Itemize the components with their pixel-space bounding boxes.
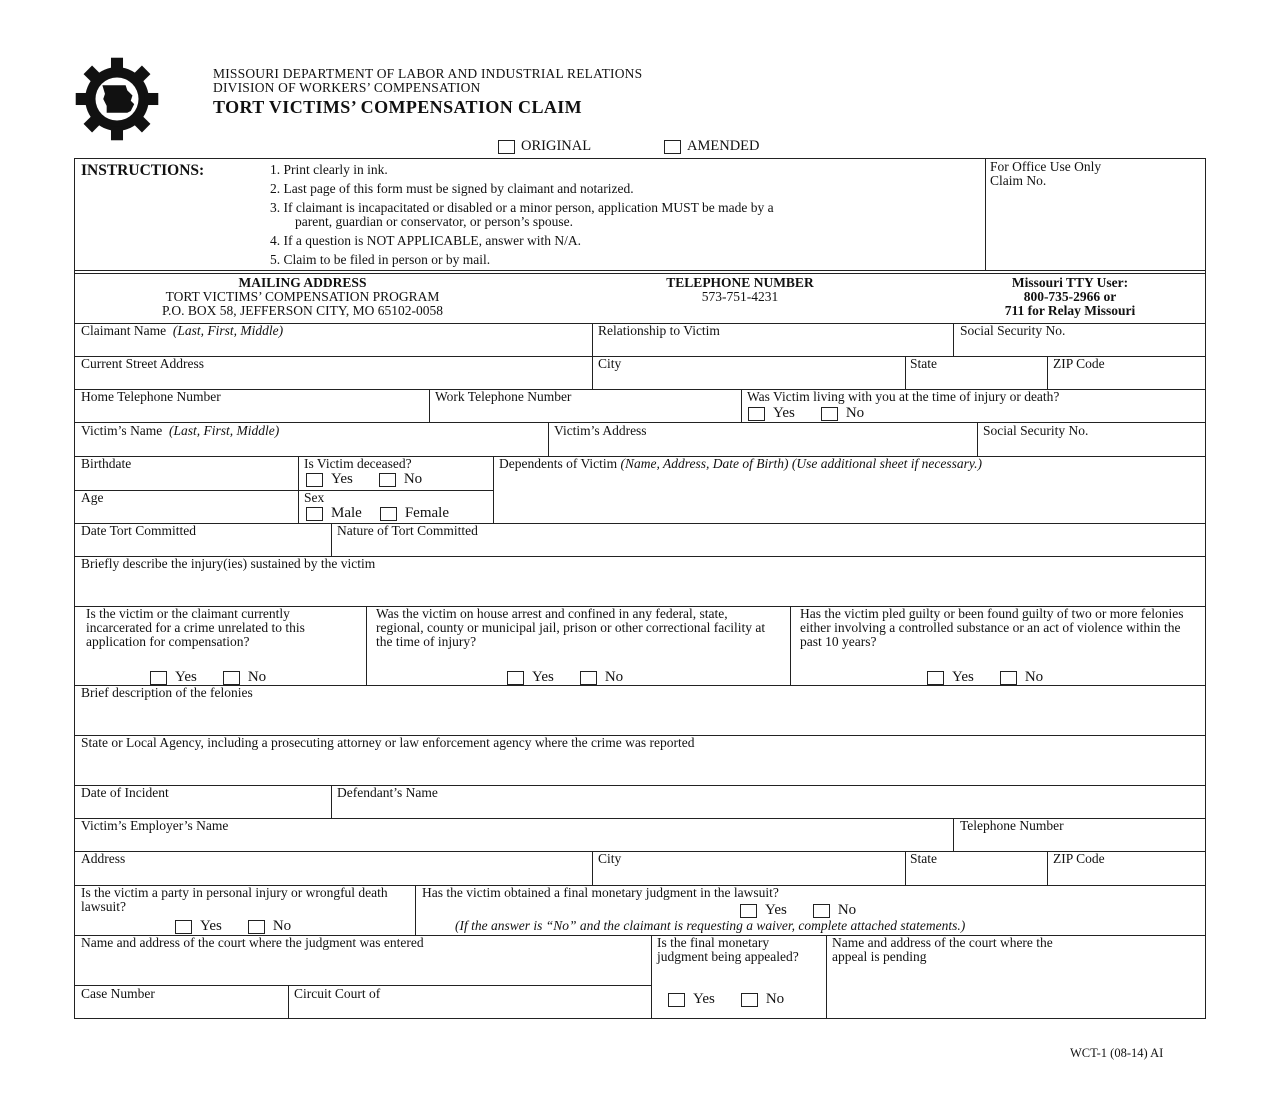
emp-city-label: City bbox=[598, 851, 622, 866]
agency-field[interactable] bbox=[76, 752, 1204, 784]
instruction-item: 3. If claimant is incapacitated or disabled or a minor person, application MUST be made by a bbox=[270, 200, 774, 215]
department-name: MISSOURI DEPARTMENT OF LABOR AND INDUSTRIAL RELATIONS bbox=[213, 66, 643, 81]
no-label: No bbox=[837, 902, 857, 918]
emp-address-field[interactable] bbox=[76, 868, 591, 884]
amended-option[interactable] bbox=[664, 138, 760, 155]
form-id: WCT-1 (08-14) AI bbox=[1070, 1046, 1164, 1060]
felonies-no-checkbox[interactable] bbox=[1000, 671, 1017, 685]
tty-relay: 711 for Relay Missouri bbox=[1004, 303, 1136, 318]
injury-desc-label: Briefly describe the injury(ies) sustained by the victim bbox=[81, 556, 376, 571]
yes-label: Yes bbox=[765, 902, 787, 918]
yes-label: Yes bbox=[331, 471, 353, 487]
living-with-options bbox=[748, 405, 864, 422]
no-label: No bbox=[272, 918, 292, 934]
home-phone-field[interactable] bbox=[76, 406, 428, 421]
deceased-label: Is Victim deceased? bbox=[304, 456, 412, 471]
emp-state-field[interactable] bbox=[907, 868, 1046, 884]
living-with-yes-checkbox[interactable] bbox=[748, 407, 765, 421]
tty-number: 800-735-2966 or bbox=[1023, 289, 1117, 304]
instruction-item: 5. Claim to be filed in person or by mail. bbox=[270, 252, 491, 267]
victim-name-label: Victim’s Name (Last, First, Middle) bbox=[81, 423, 280, 438]
date-tort-label: Date Tort Committed bbox=[81, 523, 197, 538]
amended-label: AMENDED bbox=[687, 138, 760, 154]
no-label: No bbox=[1024, 669, 1044, 685]
final-judgment-options bbox=[740, 902, 856, 919]
dependents-label: Dependents of Victim (Name, Address, Date of Birth) (Use additional sheet if necessary.) bbox=[499, 456, 982, 471]
no-label: No bbox=[845, 405, 865, 421]
incarcerated-yes-checkbox[interactable] bbox=[150, 671, 167, 685]
case-number-label: Case Number bbox=[81, 986, 155, 1001]
birthdate-field[interactable] bbox=[76, 473, 297, 489]
nature-tort-label: Nature of Tort Committed bbox=[337, 523, 478, 538]
incident-date-field[interactable] bbox=[76, 802, 330, 817]
house-arrest-question: Was the victim on house arrest and confined in any federal, state, regional, county or municipal jail, prison or other correctional facility at the time of injury? bbox=[376, 606, 766, 649]
office-use-label: For Office Use Only bbox=[990, 159, 1102, 174]
emp-zip-label: ZIP Code bbox=[1053, 851, 1105, 866]
felonies-question: Has the victim pled guilty or been found guilty of two or more felonies either involving a controlled substance or an act of violence within the past 10 years? bbox=[800, 606, 1184, 649]
victim-address-label: Victim’s Address bbox=[554, 423, 647, 438]
victim-address-field[interactable] bbox=[550, 440, 976, 455]
house-arrest-options bbox=[507, 669, 623, 686]
birthdate-label: Birthdate bbox=[81, 456, 132, 471]
age-label: Age bbox=[81, 490, 104, 505]
felonies-desc-label: Brief description of the felonies bbox=[81, 685, 253, 700]
employer-phone-field[interactable] bbox=[955, 835, 1204, 850]
work-phone-field[interactable] bbox=[431, 406, 740, 421]
sex-options bbox=[306, 505, 449, 522]
emp-address-label: Address bbox=[81, 851, 126, 866]
house-arrest-yes-checkbox[interactable] bbox=[507, 671, 524, 685]
appealed-question: Is the final monetary judgment being appealed? bbox=[657, 935, 799, 964]
felonies-yes-checkbox[interactable] bbox=[927, 671, 944, 685]
injury-desc-field[interactable] bbox=[76, 573, 1204, 605]
mailing-address-line1: TORT VICTIMS’ COMPENSATION PROGRAM bbox=[165, 289, 440, 304]
circuit-court-field[interactable] bbox=[290, 1002, 650, 1017]
deceased-no-checkbox[interactable] bbox=[379, 473, 396, 487]
city-field[interactable] bbox=[594, 373, 904, 388]
nature-tort-field[interactable] bbox=[333, 540, 1204, 555]
telephone-number: 573-751-4231 bbox=[701, 289, 779, 304]
date-tort-field[interactable] bbox=[76, 540, 330, 555]
division-name: DIVISION OF WORKERS’ COMPENSATION bbox=[213, 80, 481, 95]
claim-no-field[interactable] bbox=[987, 190, 1203, 268]
amended-checkbox[interactable] bbox=[664, 140, 681, 154]
final-judgment-no-checkbox[interactable] bbox=[813, 904, 830, 918]
case-number-field[interactable] bbox=[76, 1002, 287, 1017]
claim-no-label: Claim No. bbox=[990, 173, 1047, 188]
appealed-options bbox=[668, 991, 784, 1008]
claimant-name-field[interactable] bbox=[76, 340, 591, 355]
emp-state-label: State bbox=[910, 851, 937, 866]
claimant-ssn-label: Social Security No. bbox=[960, 323, 1066, 338]
tty-heading: Missouri TTY User: bbox=[1011, 275, 1129, 290]
no-label: No bbox=[604, 669, 624, 685]
state-label: State bbox=[910, 356, 937, 371]
dependents-field[interactable] bbox=[495, 473, 1204, 522]
yes-label: Yes bbox=[773, 405, 795, 421]
appealed-yes-checkbox[interactable] bbox=[668, 993, 685, 1007]
claimant-ssn-field[interactable] bbox=[955, 340, 1204, 355]
female-checkbox[interactable] bbox=[380, 507, 397, 521]
house-arrest-no-checkbox[interactable] bbox=[580, 671, 597, 685]
instruction-item: 1. Print clearly in ink. bbox=[270, 162, 388, 177]
no-label: No bbox=[403, 471, 423, 487]
sex-label: Sex bbox=[304, 490, 325, 505]
defendant-label: Defendant’s Name bbox=[337, 785, 438, 800]
male-checkbox[interactable] bbox=[306, 507, 323, 521]
felonies-options bbox=[927, 669, 1043, 686]
court-appeal-field[interactable] bbox=[828, 968, 1204, 1017]
circuit-court-label: Circuit Court of bbox=[294, 986, 381, 1001]
mailing-address-heading: MAILING ADDRESS bbox=[238, 275, 367, 290]
party-lawsuit-no-checkbox[interactable] bbox=[248, 920, 265, 934]
incarcerated-options bbox=[150, 669, 266, 686]
original-checkbox[interactable] bbox=[498, 140, 515, 154]
final-judgment-question: Has the victim obtained a final monetary judgment in the lawsuit? bbox=[422, 885, 779, 900]
work-phone-label: Work Telephone Number bbox=[435, 389, 572, 404]
relationship-field[interactable] bbox=[594, 340, 952, 355]
street-label: Current Street Address bbox=[81, 356, 204, 371]
victim-ssn-label: Social Security No. bbox=[983, 423, 1089, 438]
male-label: Male bbox=[331, 505, 362, 521]
zip-label: ZIP Code bbox=[1053, 356, 1105, 371]
original-label: ORIGINAL bbox=[521, 138, 592, 154]
city-label: City bbox=[598, 356, 622, 371]
no-label: No bbox=[765, 991, 785, 1007]
claimant-name-label: Claimant Name (Last, First, Middle) bbox=[81, 323, 284, 338]
living-with-no-checkbox[interactable] bbox=[821, 407, 838, 421]
party-lawsuit-question: Is the victim a party in personal injury or wrongful death lawsuit? bbox=[81, 885, 388, 914]
victim-name-field[interactable] bbox=[76, 440, 547, 455]
yes-label: Yes bbox=[952, 669, 974, 685]
form-title: TORT VICTIMS’ COMPENSATION CLAIM bbox=[213, 97, 583, 117]
yes-label: Yes bbox=[200, 918, 222, 934]
party-lawsuit-yes-checkbox[interactable] bbox=[175, 920, 192, 934]
yes-label: Yes bbox=[693, 991, 715, 1007]
yes-label: Yes bbox=[532, 669, 554, 685]
mailing-address-line2: P.O. BOX 58, JEFFERSON CITY, MO 65102-0058 bbox=[161, 303, 444, 318]
party-lawsuit-options bbox=[175, 918, 291, 935]
court-appeal-label: Name and address of the court where the appeal is pending bbox=[832, 935, 1053, 964]
defendant-field[interactable] bbox=[333, 802, 1204, 817]
employer-field[interactable] bbox=[76, 835, 952, 850]
employer-phone-label: Telephone Number bbox=[960, 818, 1064, 833]
no-label: No bbox=[247, 669, 267, 685]
agency-label: State or Local Agency, including a prosecuting attorney or law enforcement agency where the crime was reported bbox=[81, 735, 695, 750]
deceased-options bbox=[306, 471, 422, 488]
felonies-desc-field[interactable] bbox=[76, 702, 1204, 734]
employer-label: Victim’s Employer’s Name bbox=[81, 818, 229, 833]
appealed-no-checkbox[interactable] bbox=[741, 993, 758, 1007]
instruction-item: parent, guardian or conservator, or person’s spouse. bbox=[295, 214, 574, 229]
emp-zip-field[interactable] bbox=[1049, 868, 1204, 884]
instruction-item: 4. If a question is NOT APPLICABLE, answer with N/A. bbox=[270, 233, 581, 248]
emp-city-field[interactable] bbox=[594, 868, 904, 884]
relationship-label: Relationship to Victim bbox=[598, 323, 720, 338]
incarcerated-question: Is the victim or the claimant currently incarcerated for a crime unrelated to this application for compensation? bbox=[86, 606, 305, 649]
missouri-gear-logo bbox=[74, 56, 160, 142]
state-field[interactable] bbox=[907, 373, 1046, 388]
telephone-heading: TELEPHONE NUMBER bbox=[666, 275, 814, 290]
court-judgment-label: Name and address of the court where the judgment was entered bbox=[81, 935, 424, 950]
victim-ssn-field[interactable] bbox=[979, 440, 1204, 455]
street-field[interactable] bbox=[76, 373, 591, 388]
instruction-item: 2. Last page of this form must be signed by claimant and notarized. bbox=[270, 181, 634, 196]
original-option[interactable] bbox=[498, 138, 591, 155]
female-label: Female bbox=[404, 505, 449, 521]
court-judgment-field[interactable] bbox=[76, 952, 650, 984]
zip-field[interactable] bbox=[1049, 373, 1204, 388]
incarcerated-no-checkbox[interactable] bbox=[223, 671, 240, 685]
incident-date-label: Date of Incident bbox=[81, 785, 169, 800]
living-with-label: Was Victim living with you at the time of injury or death? bbox=[747, 389, 1060, 404]
instructions-heading: INSTRUCTIONS: bbox=[81, 162, 205, 179]
waiver-note: (If the answer is “No” and the claimant is requesting a waiver, complete attached statements.) bbox=[455, 918, 966, 933]
yes-label: Yes bbox=[175, 669, 197, 685]
age-field[interactable] bbox=[76, 506, 297, 522]
final-judgment-yes-checkbox[interactable] bbox=[740, 904, 757, 918]
deceased-yes-checkbox[interactable] bbox=[306, 473, 323, 487]
home-phone-label: Home Telephone Number bbox=[81, 389, 221, 404]
